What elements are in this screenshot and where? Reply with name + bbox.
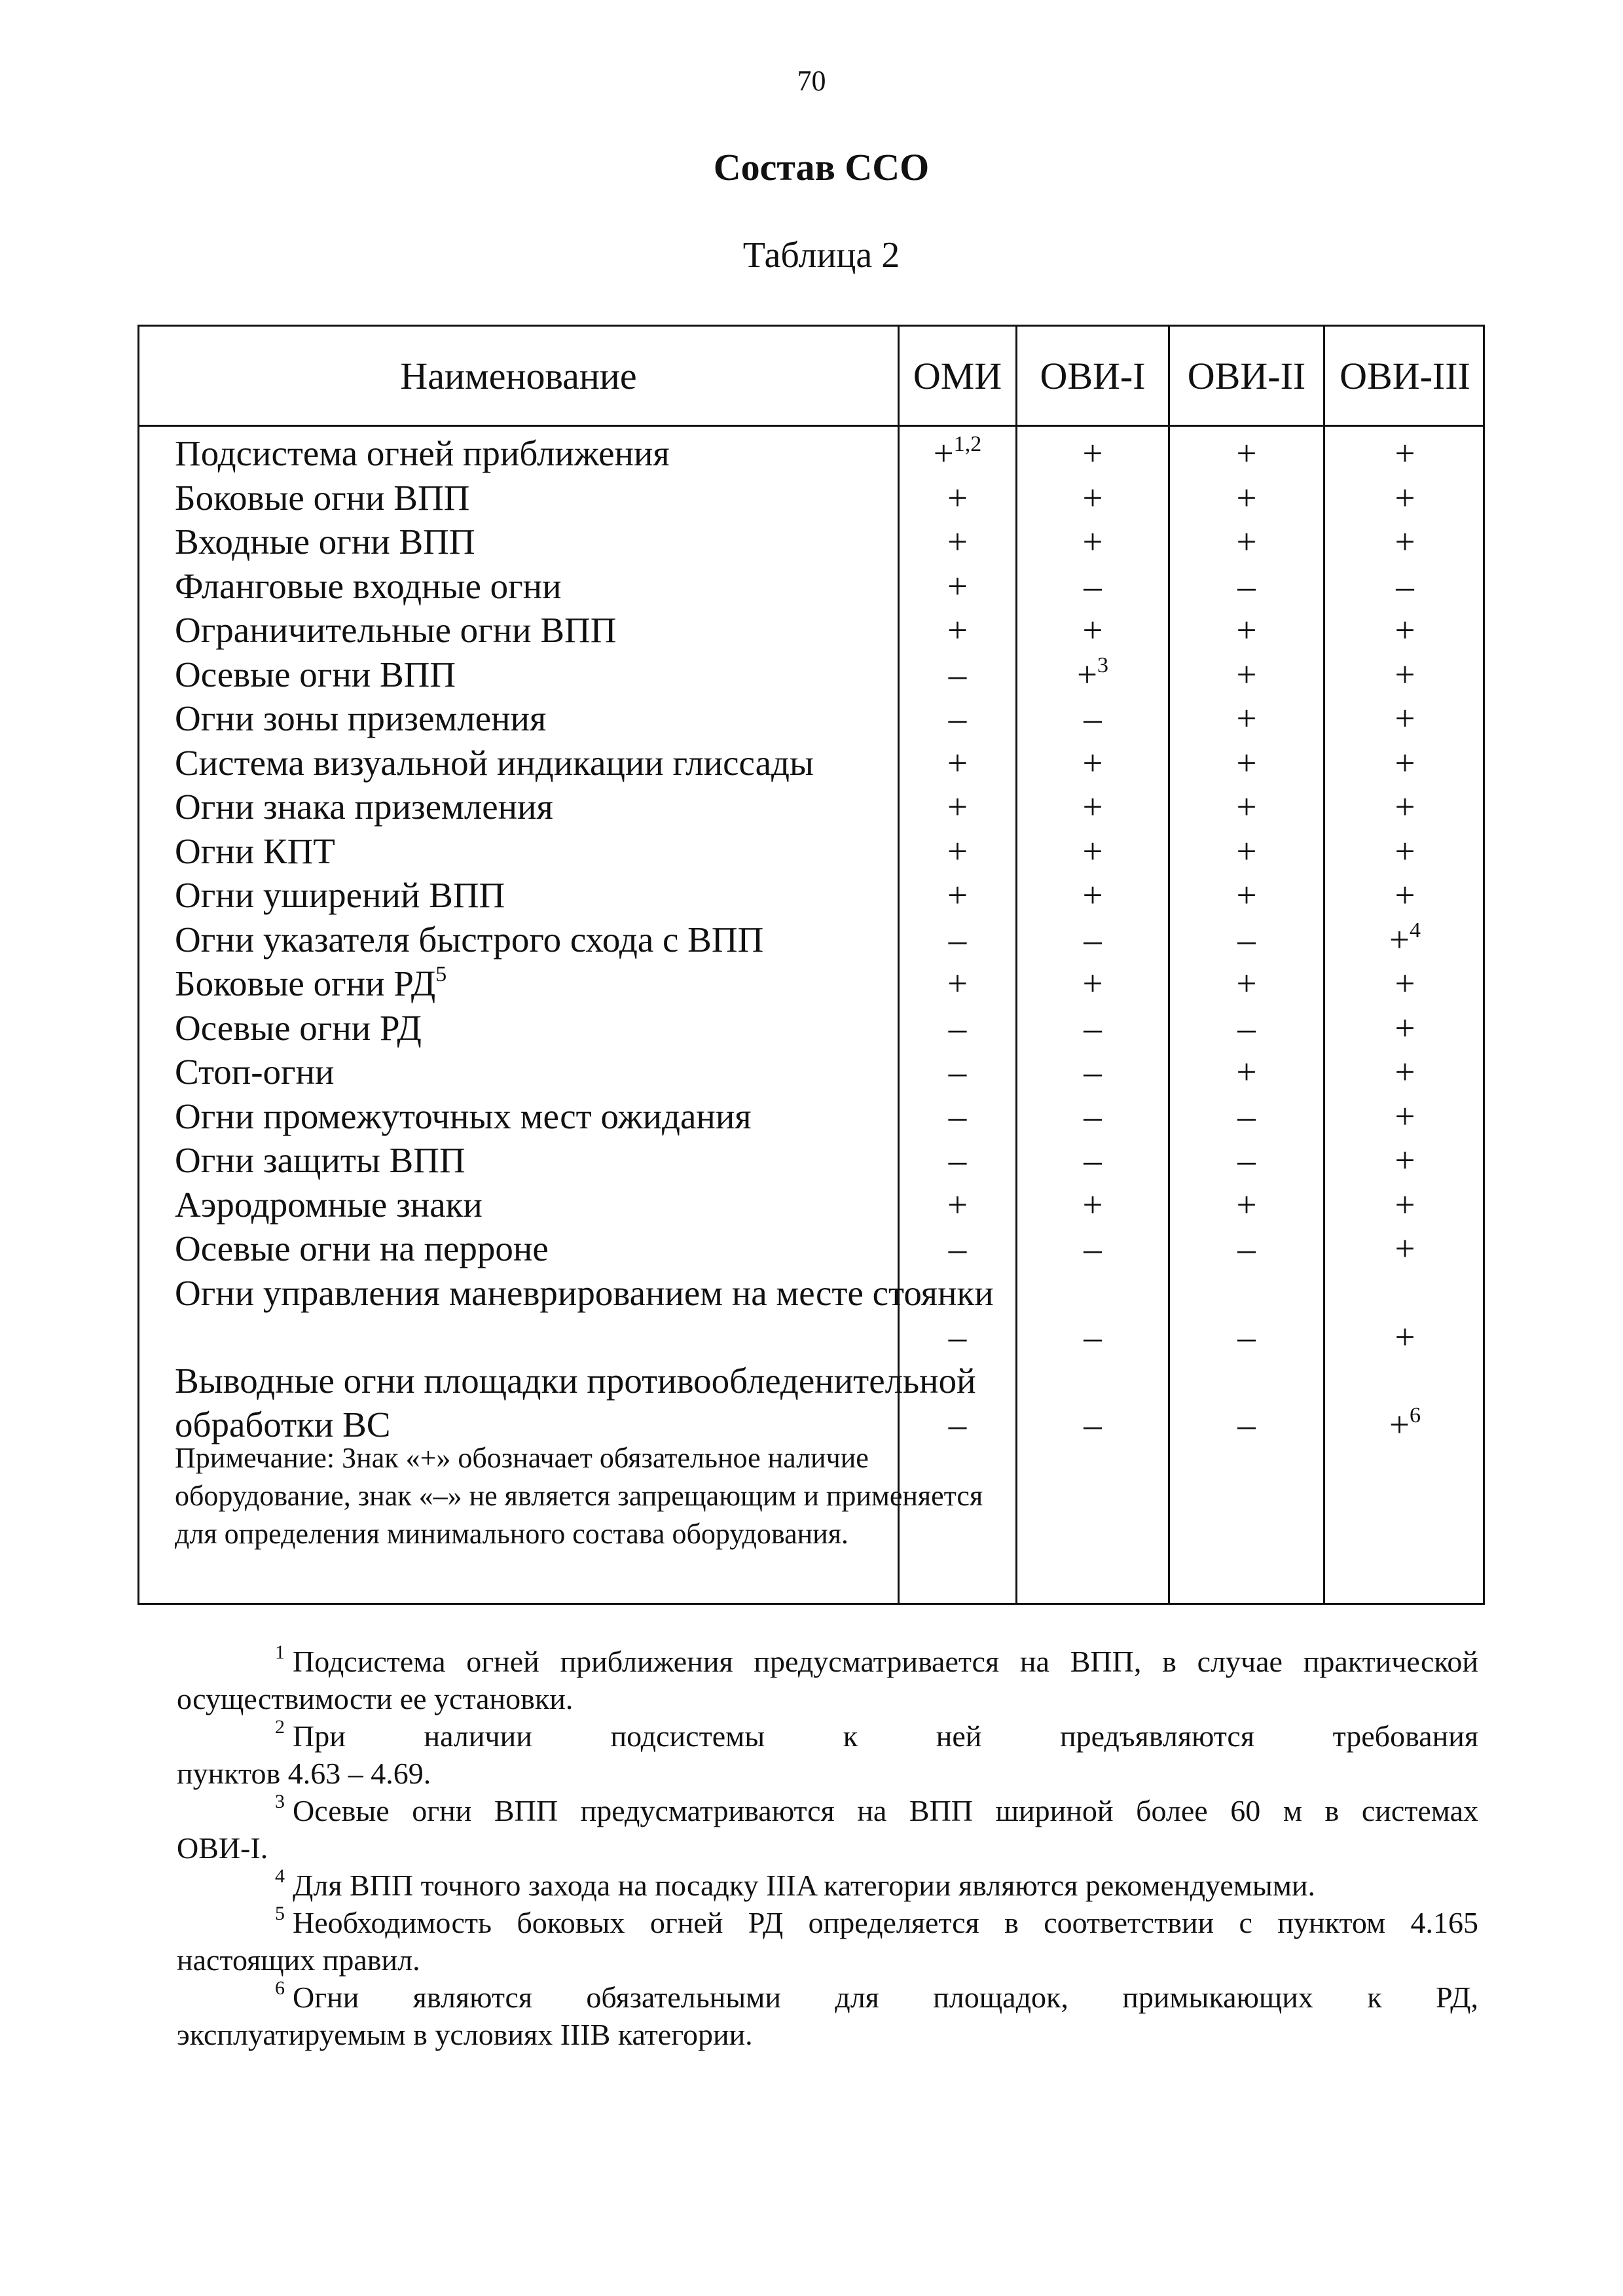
row-name-text: Входные огни ВПП bbox=[175, 522, 475, 562]
footnote bbox=[177, 1717, 1478, 1792]
row-name-text: Система визуальной индикации глиссады bbox=[175, 742, 814, 783]
table-row bbox=[139, 1050, 1487, 1094]
cell-mark: + bbox=[1082, 610, 1103, 650]
cell-value bbox=[1017, 1183, 1168, 1227]
cell-mark: + bbox=[1236, 433, 1257, 473]
cell-value bbox=[900, 785, 1015, 829]
cell-mark: + bbox=[1395, 875, 1415, 915]
row-name bbox=[175, 608, 616, 652]
cell-mark: + bbox=[1236, 522, 1257, 562]
footnote-text: Осевые огни ВПП предусматриваются на ВПП шириной более 60 м в системах bbox=[293, 1794, 1478, 1827]
cell-value bbox=[1170, 918, 1323, 961]
cell-mark: – bbox=[948, 654, 967, 694]
cell-mark: – bbox=[1084, 1052, 1102, 1092]
table-row bbox=[139, 1006, 1487, 1050]
cell-mark: + bbox=[1395, 1140, 1415, 1180]
cell-mark: + bbox=[1395, 831, 1415, 871]
cell-mark: + bbox=[1236, 1052, 1257, 1092]
row-name-text: Огни КПТ bbox=[175, 831, 335, 871]
row-name bbox=[175, 1271, 1026, 1359]
footnote-number: 1 bbox=[275, 1641, 285, 1663]
footnote-text: Огни являются обязательными для площадок, примыкающих к РД, bbox=[293, 1981, 1478, 2014]
cell-mark: – bbox=[1237, 1404, 1256, 1444]
cell-mark: + bbox=[1389, 1404, 1410, 1444]
table-row bbox=[139, 873, 1487, 917]
cell-value bbox=[1017, 564, 1168, 608]
cell-value bbox=[1017, 608, 1168, 652]
cell-mark: + bbox=[1236, 963, 1257, 1003]
cell-value bbox=[1170, 608, 1323, 652]
cell-value bbox=[1325, 431, 1485, 475]
cell-mark: + bbox=[1395, 742, 1415, 783]
cell-value bbox=[1170, 1315, 1323, 1359]
cell-mark: + bbox=[947, 610, 968, 650]
cell-mark: + bbox=[1082, 875, 1103, 915]
header-name: Наименование bbox=[400, 354, 637, 397]
table-row bbox=[139, 564, 1487, 608]
row-name bbox=[175, 829, 335, 873]
footnote-text: Необходимость боковых огней РД определяется в соответствии с пунктом 4.165 bbox=[293, 1906, 1478, 1939]
table-row bbox=[139, 520, 1487, 564]
cell-value bbox=[1325, 1094, 1485, 1138]
cell-mark: + bbox=[947, 875, 968, 915]
cell-value bbox=[1325, 1227, 1485, 1270]
cell-value bbox=[900, 476, 1015, 520]
cell-mark: + bbox=[1236, 787, 1257, 827]
footnote-text: Подсистема огней приближения предусматривается на ВПП, в случае практической bbox=[293, 1645, 1478, 1678]
cell-value bbox=[1017, 653, 1168, 696]
cell-value bbox=[1017, 829, 1168, 873]
cell-mark: + bbox=[947, 522, 968, 562]
table-row bbox=[139, 476, 1487, 520]
footnote-number: 2 bbox=[275, 1716, 285, 1738]
table-row bbox=[139, 1183, 1487, 1227]
table-row bbox=[139, 1359, 1487, 1446]
cell-value bbox=[900, 564, 1015, 608]
cell-value bbox=[1325, 1183, 1485, 1227]
row-name-text: Выводные огни площадки противообледенительной обработки ВС bbox=[175, 1360, 976, 1444]
cell-value bbox=[1325, 564, 1485, 608]
table-row bbox=[139, 785, 1487, 829]
cell-mark: + bbox=[1395, 787, 1415, 827]
footnote bbox=[177, 1792, 1478, 1867]
cell-value bbox=[1170, 1138, 1323, 1182]
cell-mark: + bbox=[1082, 963, 1103, 1003]
cell-value bbox=[900, 961, 1015, 1005]
cell-value bbox=[1325, 520, 1485, 564]
lighting-table bbox=[137, 325, 1485, 1605]
cell-value bbox=[1017, 1227, 1168, 1270]
cell-mark: – bbox=[1237, 919, 1256, 960]
cell-mark: + bbox=[1395, 1229, 1415, 1268]
footnote-ref: 1,2 bbox=[953, 432, 982, 456]
footnote bbox=[177, 1979, 1478, 2053]
cell-value bbox=[1170, 1094, 1323, 1138]
footnote-number: 5 bbox=[275, 1903, 285, 1924]
cell-value bbox=[1325, 873, 1485, 917]
cell-mark: + bbox=[1076, 654, 1098, 694]
cell-mark: + bbox=[1236, 698, 1257, 738]
cell-mark: + bbox=[1082, 787, 1103, 827]
footnote-number: 3 bbox=[275, 1791, 285, 1812]
row-name-text: Огни указателя быстрого схода с ВПП bbox=[175, 919, 764, 960]
cell-value bbox=[1325, 1138, 1485, 1182]
row-name bbox=[175, 918, 763, 961]
footnote-ref: 6 bbox=[1410, 1403, 1421, 1427]
cell-value bbox=[900, 873, 1015, 917]
row-name bbox=[175, 476, 469, 520]
cell-mark: + bbox=[947, 963, 968, 1003]
cell-mark: + bbox=[1389, 919, 1410, 960]
cell-mark: + bbox=[1082, 742, 1103, 783]
page-title: Состав ССО bbox=[713, 146, 930, 188]
cell-value bbox=[1017, 873, 1168, 917]
cell-mark: – bbox=[948, 1007, 967, 1048]
cell-value bbox=[1170, 1227, 1323, 1270]
cell-value bbox=[900, 1227, 1015, 1270]
row-name bbox=[175, 431, 670, 475]
footnote bbox=[177, 1904, 1478, 1979]
cell-value bbox=[900, 1183, 1015, 1227]
footnote-number: 4 bbox=[275, 1865, 285, 1887]
cell-mark: + bbox=[1236, 654, 1257, 694]
cell-value bbox=[1325, 608, 1485, 652]
cell-mark: – bbox=[948, 1052, 967, 1092]
row-name bbox=[175, 1138, 465, 1182]
cell-mark: + bbox=[947, 477, 968, 518]
cell-value bbox=[1325, 785, 1485, 829]
table-note: Примечание: Знак «+» обозначает обязательное наличие оборудование, знак «–» не является запрещающим и применяется для определения минимального состава оборудования. bbox=[175, 1442, 983, 1550]
cell-value bbox=[1017, 1006, 1168, 1050]
table-row bbox=[139, 431, 1487, 475]
table-row bbox=[139, 1227, 1487, 1270]
cell-value bbox=[1325, 918, 1485, 961]
footnote bbox=[177, 1867, 1478, 1904]
cell-mark: + bbox=[1395, 1184, 1415, 1225]
cell-value bbox=[1325, 696, 1485, 740]
cell-mark: + bbox=[1395, 1096, 1415, 1136]
cell-mark: – bbox=[948, 919, 967, 960]
row-name-text: Огни управления маневрированием на месте стоянки bbox=[175, 1272, 994, 1313]
footnote-first-line bbox=[177, 1867, 1478, 1904]
cell-mark: – bbox=[1237, 565, 1256, 606]
cell-value bbox=[1170, 653, 1323, 696]
cell-mark: + bbox=[1082, 522, 1103, 562]
cell-value bbox=[1170, 741, 1323, 785]
cell-value bbox=[900, 696, 1015, 740]
footnote-first-line bbox=[177, 1904, 1478, 1941]
cell-value bbox=[1170, 696, 1323, 740]
row-name bbox=[175, 1006, 422, 1050]
cell-value bbox=[900, 1050, 1015, 1094]
cell-value bbox=[1017, 1094, 1168, 1138]
row-name-text: Аэродромные знаки bbox=[175, 1184, 483, 1225]
cell-value bbox=[1170, 785, 1323, 829]
cell-value bbox=[900, 520, 1015, 564]
footnote-ref: 3 bbox=[1097, 653, 1109, 677]
cell-mark: + bbox=[1236, 875, 1257, 915]
table-row bbox=[139, 741, 1487, 785]
cell-mark: – bbox=[1237, 1007, 1256, 1048]
cell-mark: – bbox=[1084, 1316, 1102, 1357]
footnote-continuation: пунктов 4.63 – 4.69. bbox=[177, 1757, 431, 1790]
header-divider bbox=[139, 425, 1483, 427]
header-ovi-2: ОВИ-II bbox=[1187, 354, 1306, 397]
cell-value bbox=[1017, 1050, 1168, 1094]
row-name-text: Ограничительные огни ВПП bbox=[175, 610, 617, 650]
row-name bbox=[175, 1183, 483, 1227]
cell-value bbox=[900, 1094, 1015, 1138]
cell-value bbox=[1170, 520, 1323, 564]
table-row bbox=[139, 653, 1487, 696]
footnote-first-line bbox=[177, 1979, 1478, 2016]
row-name bbox=[175, 696, 546, 740]
row-name-text: Осевые огни ВПП bbox=[175, 654, 456, 694]
cell-value bbox=[1017, 961, 1168, 1005]
table-row bbox=[139, 1271, 1487, 1359]
cell-value bbox=[1325, 1006, 1485, 1050]
cell-mark: + bbox=[1395, 610, 1415, 650]
cell-value bbox=[900, 1315, 1015, 1359]
footnote-first-line bbox=[177, 1643, 1478, 1680]
header-ovi-1: ОВИ-I bbox=[1040, 354, 1146, 397]
table-row bbox=[139, 829, 1487, 873]
cell-mark: + bbox=[1395, 963, 1415, 1003]
cell-mark: – bbox=[1237, 1140, 1256, 1180]
cell-value bbox=[1325, 476, 1485, 520]
cell-mark: + bbox=[1082, 433, 1103, 473]
cell-value bbox=[900, 431, 1015, 475]
cell-mark: – bbox=[1084, 1096, 1102, 1136]
row-name-text: Осевые огни на перроне bbox=[175, 1229, 549, 1268]
cell-value bbox=[1170, 1006, 1323, 1050]
cell-mark: – bbox=[1237, 1096, 1256, 1136]
cell-mark: – bbox=[1237, 1316, 1256, 1357]
cell-mark: – bbox=[1084, 1007, 1102, 1048]
cell-mark: + bbox=[947, 1184, 968, 1225]
cell-value bbox=[1170, 961, 1323, 1005]
cell-mark: + bbox=[1082, 831, 1103, 871]
cell-mark: + bbox=[1236, 831, 1257, 871]
footnote-first-line bbox=[177, 1717, 1478, 1755]
row-name-text: Огни уширений ВПП bbox=[175, 875, 505, 915]
table-row bbox=[139, 1138, 1487, 1182]
cell-mark: – bbox=[948, 1229, 967, 1268]
cell-value bbox=[900, 1006, 1015, 1050]
page-number: 70 bbox=[797, 65, 826, 97]
cell-mark: – bbox=[1084, 1140, 1102, 1180]
cell-mark: – bbox=[948, 698, 967, 738]
row-name-text: Подсистема огней приближения bbox=[175, 433, 670, 473]
footnote-continuation: эксплуатируемым в условиях IIIB категории. bbox=[177, 2018, 753, 2051]
cell-value bbox=[1325, 1315, 1485, 1359]
cell-value bbox=[1170, 829, 1323, 873]
footnote-continuation: настоящих правил. bbox=[177, 1943, 420, 1977]
cell-value bbox=[1170, 873, 1323, 917]
row-name-text: Огни знака приземления bbox=[175, 787, 553, 827]
header-ovi-3: ОВИ-III bbox=[1340, 354, 1470, 397]
table-caption: Таблица 2 bbox=[742, 235, 900, 276]
cell-value bbox=[1325, 1050, 1485, 1094]
row-name bbox=[175, 653, 456, 696]
table-row bbox=[139, 696, 1487, 740]
cell-mark: – bbox=[1396, 565, 1414, 606]
row-name bbox=[175, 564, 562, 608]
cell-mark: + bbox=[947, 742, 968, 783]
cell-value bbox=[1325, 741, 1485, 785]
cell-value bbox=[1170, 1050, 1323, 1094]
cell-mark: – bbox=[1084, 919, 1102, 960]
cell-value bbox=[1170, 1403, 1323, 1446]
cell-value bbox=[1170, 431, 1323, 475]
row-name bbox=[175, 961, 447, 1005]
cell-mark: + bbox=[1236, 477, 1257, 518]
cell-mark: – bbox=[948, 1096, 967, 1136]
row-name-text: Огни зоны приземления bbox=[175, 698, 547, 738]
cell-mark: + bbox=[1395, 654, 1415, 694]
cell-value bbox=[1325, 1403, 1485, 1446]
row-name-text: Огни промежуточных мест ожидания bbox=[175, 1096, 752, 1136]
row-name bbox=[175, 1094, 752, 1138]
row-name bbox=[175, 741, 814, 785]
header-omi: ОМИ bbox=[913, 354, 1002, 397]
cell-mark: + bbox=[1395, 433, 1415, 473]
row-name bbox=[175, 785, 553, 829]
footnote bbox=[177, 1643, 1478, 1717]
cell-value bbox=[900, 653, 1015, 696]
cell-value bbox=[900, 608, 1015, 652]
footnote-text: При наличии подсистемы к ней предъявляются требования bbox=[293, 1719, 1478, 1753]
cell-value bbox=[1017, 918, 1168, 961]
cell-mark: + bbox=[1082, 477, 1103, 518]
footnote-continuation: осуществимости ее установки. bbox=[177, 1682, 574, 1715]
cell-mark: + bbox=[933, 433, 954, 473]
cell-value bbox=[1325, 961, 1485, 1005]
cell-value bbox=[1017, 476, 1168, 520]
cell-value bbox=[1170, 476, 1323, 520]
cell-value bbox=[1017, 1138, 1168, 1182]
table-row bbox=[139, 608, 1487, 652]
cell-value bbox=[900, 741, 1015, 785]
cell-mark: + bbox=[1236, 610, 1257, 650]
cell-value bbox=[1017, 785, 1168, 829]
cell-mark: + bbox=[1395, 477, 1415, 518]
cell-value bbox=[1017, 1403, 1168, 1446]
footnote-first-line bbox=[177, 1792, 1478, 1829]
cell-mark: + bbox=[1395, 1007, 1415, 1048]
cell-value bbox=[1017, 741, 1168, 785]
row-name-text: Осевые огни РД bbox=[175, 1007, 422, 1048]
cell-value bbox=[1325, 829, 1485, 873]
cell-value bbox=[1170, 564, 1323, 608]
cell-mark: – bbox=[1084, 565, 1102, 606]
cell-mark: – bbox=[1084, 698, 1102, 738]
cell-mark: – bbox=[1084, 1229, 1102, 1268]
cell-mark: – bbox=[1237, 1229, 1256, 1268]
cell-mark: + bbox=[1082, 1184, 1103, 1225]
footnote-ref: 4 bbox=[1410, 918, 1421, 942]
cell-value bbox=[1017, 696, 1168, 740]
row-name bbox=[175, 1050, 334, 1094]
cell-mark: – bbox=[948, 1404, 967, 1444]
table-row bbox=[139, 918, 1487, 961]
table-row bbox=[139, 1094, 1487, 1138]
row-name bbox=[175, 1227, 549, 1270]
footnotes bbox=[177, 1643, 1478, 2053]
cell-mark: + bbox=[1395, 1316, 1415, 1357]
cell-value bbox=[900, 918, 1015, 961]
row-name-text: Фланговые входные огни bbox=[175, 565, 562, 606]
cell-mark: + bbox=[1236, 742, 1257, 783]
row-name bbox=[175, 520, 475, 564]
cell-value bbox=[900, 1138, 1015, 1182]
cell-mark: + bbox=[1395, 698, 1415, 738]
cell-mark: + bbox=[947, 831, 968, 871]
cell-mark: + bbox=[1395, 522, 1415, 562]
footnote-number: 6 bbox=[275, 1977, 285, 1999]
cell-mark: – bbox=[1084, 1404, 1102, 1444]
row-name-text: Стоп-огни bbox=[175, 1052, 335, 1092]
cell-mark: – bbox=[948, 1316, 967, 1357]
cell-mark: + bbox=[1236, 1184, 1257, 1225]
footnote-continuation: ОВИ-I. bbox=[177, 1831, 268, 1865]
footnote-ref: 5 bbox=[435, 962, 447, 986]
row-name-text: Боковые огни РД bbox=[175, 963, 436, 1003]
cell-mark: + bbox=[947, 565, 968, 606]
cell-value bbox=[1170, 1183, 1323, 1227]
row-name-text: Огни защиты ВПП bbox=[175, 1140, 465, 1180]
cell-value bbox=[1017, 520, 1168, 564]
table-row bbox=[139, 961, 1487, 1005]
cell-value bbox=[1325, 653, 1485, 696]
row-name bbox=[175, 1359, 1026, 1446]
row-name-text: Боковые огни ВПП bbox=[175, 477, 470, 518]
cell-mark: + bbox=[1395, 1052, 1415, 1092]
cell-mark: + bbox=[947, 787, 968, 827]
row-name bbox=[175, 873, 505, 917]
cell-value bbox=[1017, 431, 1168, 475]
cell-value bbox=[1017, 1315, 1168, 1359]
cell-mark: – bbox=[948, 1140, 967, 1180]
cell-value bbox=[900, 829, 1015, 873]
footnote-text: Для ВПП точного захода на посадку IIIA категории являются рекомендуемыми. bbox=[293, 1869, 1316, 1902]
